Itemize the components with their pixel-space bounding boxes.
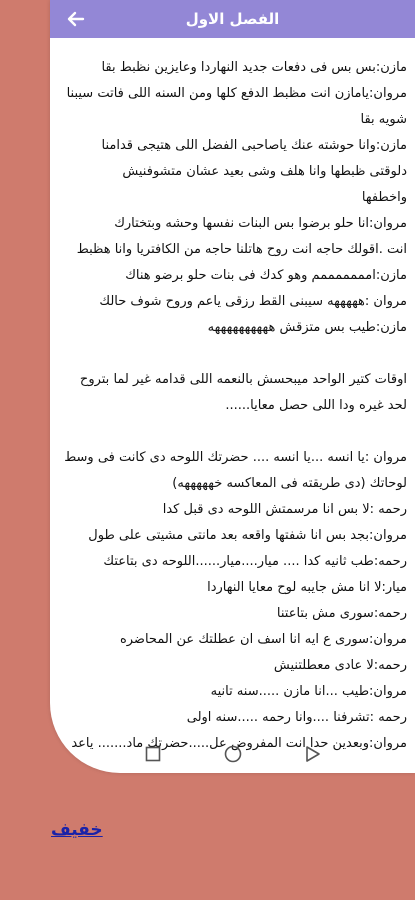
story-line: مروان :هههههه سيبنى القط رزقى ياعم وروح شوف حالك [99, 294, 407, 309]
story-line: مروان:طيب ...انا مازن .....سنه تانيه [210, 684, 407, 699]
story-line: مازن:بس بس فى دفعات جديد النهاردا وعايزين نظبط بقا [101, 60, 407, 75]
story-line: مروان:انا حلو برضوا بس البنات نفسها وحشه وبتختارك [114, 216, 407, 231]
story-line: مروان:بجد بس انا شفتها واقعه بعد مانتى مشيتى على طول [88, 528, 407, 543]
story-line: رحمه:طب ثانيه كدا .... ميار....ميار......اللوحه دى بتاعتك [103, 554, 407, 569]
story-line: اوقات كتير الواحد ميبحسش بالنعمه اللى قدامه غير لما بتروح [79, 372, 407, 387]
story-line: مروان :يا انسه ...يا انسه .... حضرتك اللوحه دى كانت فى وسط [64, 450, 407, 465]
story-line: لحد غيره ودا اللى حصل معايا...... [225, 398, 407, 413]
khafif-link[interactable]: خفيف [51, 820, 103, 840]
system-nav-bar [50, 735, 415, 773]
recents-button[interactable] [142, 743, 164, 765]
arrow-left-icon [67, 10, 85, 28]
story-line: واخطفها [361, 190, 407, 205]
story-line: رحمه :لا بس انا مرسمتش اللوحه دى قبل كدا [162, 502, 407, 517]
blank-line [66, 419, 407, 445]
story-line: مروان:وبعدين حدا انت المفروض عل.....حضرتك ماد....... ياعد [71, 736, 407, 751]
story-line: لوحاتك (دى طريقته فى المعاكسه خهههههه) [172, 476, 407, 491]
story-line: مازن:طيب بس متزقش ههههههههههه [207, 320, 407, 335]
story-line: انت .اقولك حاجه انت روح هاتلنا حاجه من الكافتريا وانا هظبط [76, 242, 407, 257]
back-triangle-icon [305, 745, 321, 763]
story-line: شويه بقا [360, 112, 407, 127]
back-button[interactable] [62, 5, 90, 33]
story-line: ميار:لا انا مش جايبه لوح معايا النهاردا [207, 580, 407, 595]
story-line: رحمه :تشرفنا ....وانا رحمه .....سنه اولى [186, 710, 407, 725]
recents-square-icon [145, 746, 161, 762]
blank-line [66, 341, 407, 367]
page-title: الفصل الاول [185, 10, 280, 28]
story-line: رحمه:سورى مش بتاعتنا [276, 606, 407, 621]
story-line: مازن:امممممممم وهو كدك فى بنات حلو برضو هناك [125, 268, 407, 283]
phone-screen [50, 0, 415, 773]
story-line: رحمه:لا عادى معطلتنيش [273, 658, 407, 673]
story-line: مروان:سورى ع ايه انا اسف ان عطلتك عن المحاضره [119, 632, 407, 647]
chapter-text[interactable] [50, 55, 415, 751]
app-bar [50, 0, 415, 38]
story-line: مازن:وانا حوشته عنك ياصاحبى الفضل اللى هتيجى قدامنا [101, 138, 407, 153]
system-back-button[interactable] [302, 743, 324, 765]
story-line: مروان:يامازن انت مظبط الدفع كلها ومن السنه اللى فاتت سيبنا [66, 86, 407, 101]
story-line: دلوقتى ظبطها وانا هلف وشى بعيد عشان متشوفنيش [122, 164, 407, 179]
home-circle-icon [224, 745, 242, 763]
home-button[interactable] [222, 743, 244, 765]
